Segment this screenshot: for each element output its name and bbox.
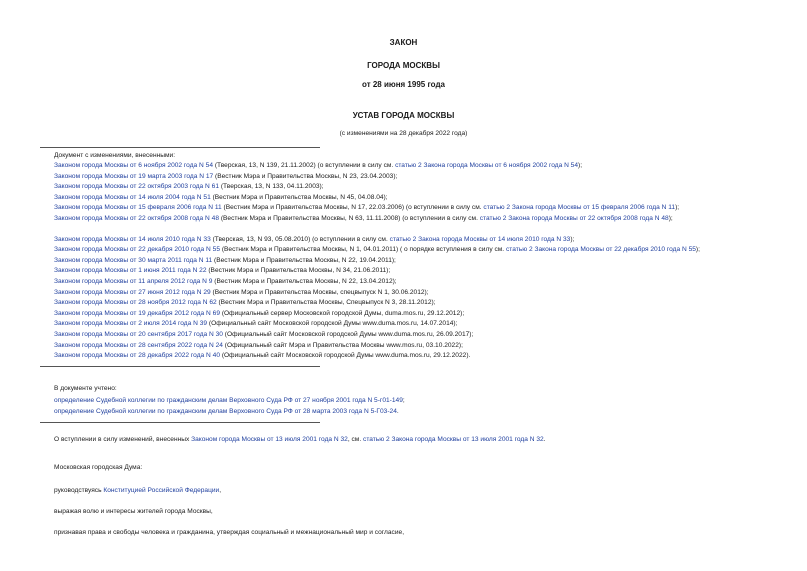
amendment-law-link[interactable]: Законом города Москвы от 28 ноября 2012 года N 62 bbox=[54, 299, 217, 307]
note-article-link[interactable]: статью 2 Закона города Москвы от 13 июля 2001 года N 32 bbox=[363, 436, 544, 443]
amendment-item: Законом города Москвы от 15 февраля 2006 года N 11 (Вестник Мэра и Правительства Москвы, N 17, 22.03.2006) (о вступлении в силу см. статью 2 Закона города Москвы от 15 февраля 2006 года N 11); bbox=[54, 204, 680, 212]
amendment-article-link[interactable]: статью 2 Закона города Москвы от 14 июля 2010 года N 33 bbox=[389, 235, 571, 243]
preamble-p2: руководствуясь Конституцией Российской Федерации, bbox=[54, 487, 222, 494]
divider-mid bbox=[40, 366, 320, 367]
amendment-law-link[interactable]: Законом города Москвы от 27 июня 2012 года N 29 bbox=[54, 288, 211, 296]
amendment-item: Законом города Москвы от 22 декабря 2010 года N 55 (Вестник Мэра и Правительства Москвы, N 1, 04.01.2011) ( о порядке вступления в силу см. статью 2 Закона города Москвы от 22 декабря 2010 года N 55); bbox=[54, 246, 700, 254]
amendment-item: Законом города Москвы от 6 ноября 2002 года N 54 (Тверская, 13, N 139, 21.11.2002) (о вступлении в силу см. статью 2 Закона города Москвы от 6 ноября 2002 года N 54); bbox=[54, 162, 583, 169]
amendment-item: Законом города Москвы от 1 июня 2011 года N 22 (Вестник Мэра и Правительства Москвы, N 34, 21.06.2011); bbox=[54, 267, 391, 275]
doc-edition: (с изменениями на 28 декабря 2022 года) bbox=[339, 130, 468, 137]
doc-title: УСТАВ ГОРОДА МОСКВЫ bbox=[352, 111, 455, 120]
constitution-link[interactable]: Конституцией Российской Федерации bbox=[103, 487, 220, 494]
amendment-law-link[interactable]: Законом города Москвы от 19 марта 2003 года N 17 bbox=[54, 172, 214, 180]
amendment-law-link[interactable]: Законом города Москвы от 28 декабря 2022 года N 40 bbox=[54, 352, 220, 360]
divider-bottom bbox=[40, 422, 320, 423]
amendment-law-link[interactable]: Законом города Москвы от 20 сентября 2017 года N 30 bbox=[54, 331, 223, 338]
preamble-p3: выражая волю и интересы жителей города Москвы, bbox=[54, 508, 213, 515]
preamble-p4: признавая права и свободы человека и гражданина, утверждая социальный и межнациональный мир и согласие, bbox=[54, 529, 405, 536]
amendment-article-link[interactable]: статью 2 Закона города Москвы от 22 октября 2008 года N 48 bbox=[479, 215, 669, 222]
amendments-heading: Документ с изменениями, внесенными: bbox=[54, 152, 176, 159]
note-law-link[interactable]: Законом города Москвы от 13 июля 2001 года N 32 bbox=[191, 436, 348, 443]
divider-top bbox=[40, 147, 320, 148]
amendment-law-link[interactable]: Законом города Москвы от 22 декабря 2010 года N 55 bbox=[54, 246, 220, 254]
amendment-item: Законом города Москвы от 27 июня 2012 года N 29 (Вестник Мэра и Правительства Москвы, спецвыпуск N 1, 30.06.2012); bbox=[54, 288, 429, 296]
amendment-law-link[interactable]: Законом города Москвы от 19 декабря 2012 года N 69 bbox=[54, 309, 220, 317]
amendment-item: Законом города Москвы от 14 июля 2010 года N 33 (Тверская, 13, N 93, 05.08.2010) (о вступлении в силу см. статью 2 Закона города Москвы от 14 июля 2010 года N 33); bbox=[54, 235, 575, 243]
amendment-item: Законом города Москвы от 28 ноября 2012 года N 62 (Вестник Мэра и Правительства Москвы, Спецвыпуск N 3, 28.11.2012); bbox=[54, 299, 436, 307]
considered-link-1[interactable]: определение Судебной коллегии по гражданским делам Верховного Суда РФ от 27 ноября 2001 года N 5-г01-149 bbox=[54, 397, 403, 404]
amendment-item: Законом города Москвы от 19 декабря 2012 года N 69 (Официальный сервер Московской городской Думы, duma.mos.ru, 29.12.2012); bbox=[54, 309, 465, 317]
amendment-law-link[interactable]: Законом города Москвы от 15 февраля 2006 года N 11 bbox=[54, 204, 222, 212]
considered-item: определение Судебной коллегии по гражданским делам Верховного Суда РФ от 28 марта 2003 года N 5-Г03-24. bbox=[54, 408, 399, 415]
amendment-item: Законом города Москвы от 14 июля 2004 года N 51 (Вестник Мэра и Правительства Москвы, N 45, 04.08.04); bbox=[54, 193, 388, 201]
amendment-item: Законом города Москвы от 2 июля 2014 года N 39 (Официальный сайт Московской городской Думы www.duma.mos.ru, 14.07.2014); bbox=[54, 320, 458, 328]
amendment-item: Законом города Москвы от 20 сентября 2017 года N 30 (Официальный сайт Московской городской Думы www.duma.mos.ru, 26.09.2017); bbox=[54, 331, 474, 338]
doc-city: ГОРОДА МОСКВЫ bbox=[367, 61, 440, 70]
doc-type: ЗАКОН bbox=[389, 38, 418, 47]
amendment-law-link[interactable]: Законом города Москвы от 1 июня 2011 года N 22 bbox=[54, 267, 207, 275]
preamble-p1: Московская городская Дума: bbox=[54, 464, 143, 471]
amendment-article-link[interactable]: статью 2 Закона города Москвы от 22 декабря 2010 года N 55 bbox=[505, 246, 696, 254]
considered-item: определение Судебной коллегии по гражданским делам Верховного Суда РФ от 27 ноября 2001 года N 5-г01-149; bbox=[54, 397, 405, 404]
doc-date: от 28 июня 1995 года bbox=[362, 80, 445, 89]
amendment-law-link[interactable]: Законом города Москвы от 30 марта 2011 года N 11 bbox=[54, 256, 213, 264]
amendment-item: Законом города Москвы от 22 октября 2003 года N 61 (Тверская, 13, N 133, 04.11.2003); bbox=[54, 183, 324, 191]
amendment-item: Законом города Москвы от 30 марта 2011 года N 11 (Вестник Мэра и Правительства Москвы, N 22, 19.04.2011); bbox=[54, 256, 396, 264]
amendment-law-link[interactable]: Законом города Москвы от 22 октября 2003 года N 61 bbox=[54, 183, 219, 191]
amendment-law-link[interactable]: Законом города Москвы от 11 апреля 2012 года N 9 bbox=[54, 278, 213, 285]
considered-link-2[interactable]: определение Судебной коллегии по гражданским делам Верховного Суда РФ от 28 марта 2003 года N 5-Г03-24 bbox=[54, 408, 397, 415]
amendment-law-link[interactable]: Законом города Москвы от 2 июля 2014 года N 39 bbox=[54, 320, 208, 328]
amendment-law-link[interactable]: Законом города Москвы от 14 июля 2004 года N 51 bbox=[54, 193, 211, 201]
amendment-item: Законом города Москвы от 28 декабря 2022 года N 40 (Официальный сайт Московской городской Думы www.duma.mos.ru, 29.12.2022). bbox=[54, 352, 471, 360]
amendment-item: Законом города Москвы от 11 апреля 2012 года N 9 (Вестник Мэра и Правительства Москвы, N 22, 13.04.2012); bbox=[54, 278, 397, 285]
effective-note: О вступлении в силу изменений, внесенных Законом города Москвы от 13 июля 2001 года N 32, см. статью 2 Закона города Москвы от 13 июля 2001 года N 32. bbox=[54, 436, 546, 443]
amendment-article-link[interactable]: статью 2 Закона города Москвы от 6 ноября 2002 года N 54 bbox=[395, 162, 579, 169]
amendment-article-link[interactable]: статью 2 Закона города Москвы от 15 февраля 2006 года N 11 bbox=[483, 204, 676, 212]
considered-heading: В документе учтено: bbox=[54, 385, 117, 392]
amendment-law-link[interactable]: Законом города Москвы от 6 ноября 2002 года N 54 bbox=[54, 162, 213, 169]
amendment-law-link[interactable]: Законом города Москвы от 28 сентября 2022 года N 24 bbox=[54, 341, 223, 349]
amendment-law-link[interactable]: Законом города Москвы от 14 июля 2010 года N 33 bbox=[54, 235, 211, 243]
amendment-item: Законом города Москвы от 22 октября 2008 года N 48 (Вестник Мэра и Правительства Москвы, N 63, 11.11.2008) (о вступлении в силу см. статью 2 Закона города Москвы от 22 октября 2008 года N 48); bbox=[54, 215, 673, 222]
amendment-law-link[interactable]: Законом города Москвы от 22 октября 2008 года N 48 bbox=[54, 215, 219, 222]
amendment-item: Законом города Москвы от 28 сентября 2022 года N 24 (Официальный сайт Мэра и Правительства Москвы www.mos.ru, 03.10.2022); bbox=[54, 341, 463, 349]
amendment-item: Законом города Москвы от 19 марта 2003 года N 17 (Вестник Мэра и Правительства Москвы, N 23, 23.04.2003); bbox=[54, 172, 398, 180]
